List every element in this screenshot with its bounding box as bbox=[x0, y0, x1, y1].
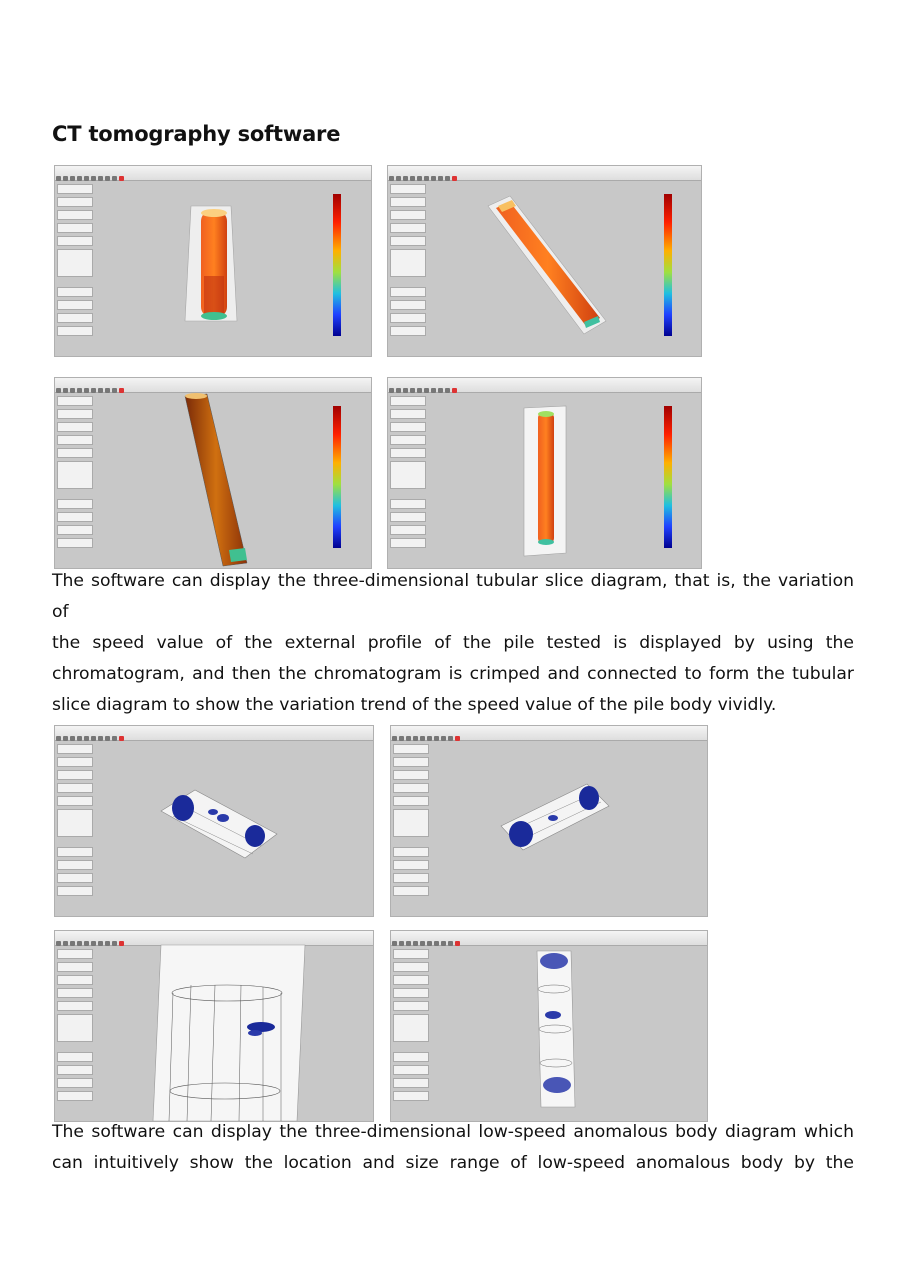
screenshot-tubular-narrow bbox=[387, 377, 702, 569]
paragraph-anomalous-body: The software can display the three-dimensional low-speed anomalous body diagram which can intuitively show the location and size range of low-speed anomalous body by the bbox=[52, 1122, 854, 1173]
page-title: CT tomography software bbox=[52, 122, 341, 146]
pile-3d-view bbox=[55, 166, 371, 356]
screenshot-anomaly-right bbox=[390, 725, 708, 917]
anomaly-3d-view bbox=[391, 931, 707, 1121]
anomaly-3d-view bbox=[391, 726, 707, 916]
pile-3d-view bbox=[388, 378, 701, 568]
pile-3d-view bbox=[388, 166, 701, 356]
anomaly-3d-view bbox=[55, 931, 373, 1121]
anomaly-3d-view bbox=[55, 726, 373, 916]
screenshot-anomaly-zoom bbox=[54, 930, 374, 1122]
screenshot-anomaly-left bbox=[54, 725, 374, 917]
paragraph-tubular-slice: The software can display the three-dimensional tubular slice diagram, that is, the variation of the speed value of the external profile of the pile tested is displayed by using the chromatogram, and then the chromatogram is crimped and connected to form the tubular slice diagram to show the variation trend of the speed value of the pile body vividly. bbox=[52, 571, 854, 715]
pile-3d-view bbox=[55, 378, 371, 568]
screenshot-tubular-vertical bbox=[54, 165, 372, 357]
screenshot-tubular-tilted bbox=[54, 377, 372, 569]
screenshot-anomaly-vertical bbox=[390, 930, 708, 1122]
screenshot-tubular-diagonal bbox=[387, 165, 702, 357]
